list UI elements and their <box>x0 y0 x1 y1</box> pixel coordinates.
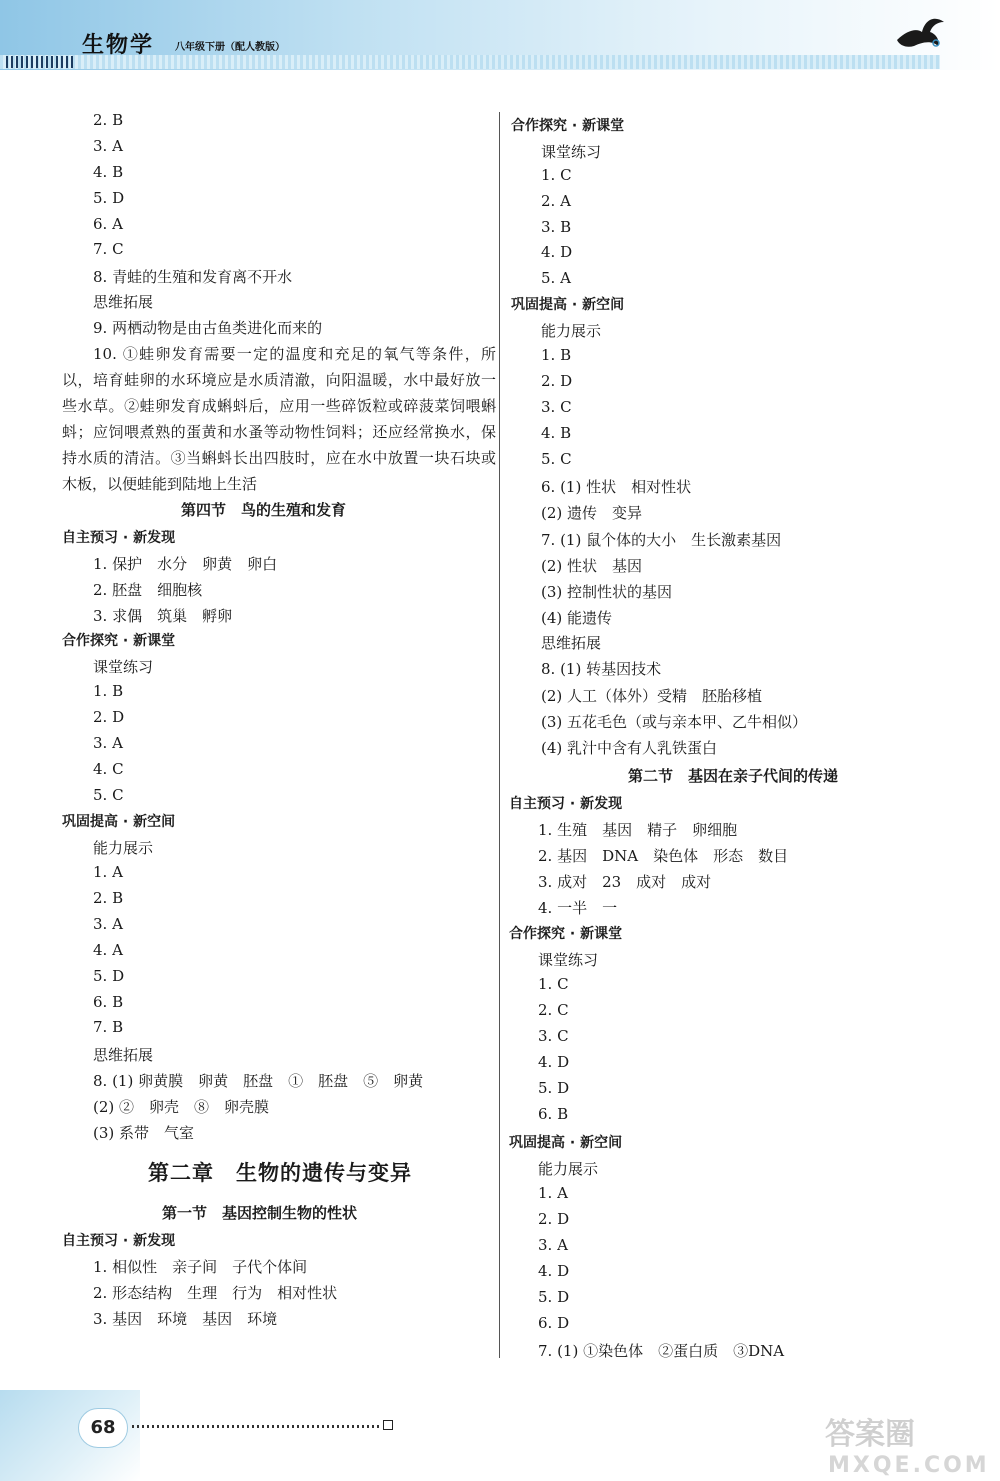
answer-line: 8. (1) 卵黄膜 卵黄 胚盘 ① 胚盘 ⑤ 卵黄 <box>93 1072 424 1090</box>
answer-line: 1. A <box>93 863 123 881</box>
answer-line: 1. 生殖 基因 精子 卵细胞 <box>538 821 738 839</box>
section-title: 第一节 基因控制生物的性状 <box>162 1204 358 1222</box>
answer-line: 8. (1) 转基因技术 <box>541 660 662 678</box>
subsection-label: 思维拓展 <box>541 634 602 652</box>
answer-paragraph: 10. ①蛙卵发育需要一定的温度和充足的氧气等条件，所以，培育蛙卵的水环境应是水质清澈，向阳温暖，水中最好放一些水草。②蛙卵发育成蝌蚪后，应用一些碎饭粒或碎菠菜饲喂蝌蚪；应饲喂煮熟的蛋黄和水蚤等动物性饲料；还应经常换水，保持水质的清洁。③当蝌蚪长出四肢时，应在水中放置一块石块或木板，以便蛙能到陆地上生活 <box>62 345 496 493</box>
answer-line: 4. 一半 一 <box>538 899 618 917</box>
answer-line: 5. D <box>538 1288 570 1306</box>
page-header <box>0 0 1000 70</box>
answer-line: (3) 五花毛色（或与亲本甲、乙牛相似） <box>541 713 808 731</box>
footer-square-icon <box>383 1420 393 1430</box>
answer-line: 5. C <box>93 786 124 804</box>
answer-line: 1. 保护 水分 卵黄 卵白 <box>93 555 278 573</box>
answer-line: 7. C <box>93 240 124 258</box>
section-heading: 自主预习 · 新发现 <box>62 530 176 546</box>
answer-line: 2. A <box>541 192 571 210</box>
answer-line: 5. C <box>541 450 572 468</box>
watermark-url: MXQE.COM <box>828 1453 990 1477</box>
answer-line: 1. C <box>538 975 569 993</box>
answer-line: 4. C <box>93 760 124 778</box>
book-subtitle: 八年级下册（配人教版） <box>175 42 285 53</box>
answer-line: 2. D <box>93 708 125 726</box>
answer-line: (4) 乳汁中含有人乳铁蛋白 <box>541 739 718 757</box>
answer-line: 7. (1) ①染色体 ②蛋白质 ③DNA <box>538 1342 785 1360</box>
answer-line: 6. (1) 性状 相对性状 <box>541 478 692 496</box>
answer-line: 2. B <box>93 111 124 129</box>
answer-line: 1. 相似性 亲子间 子代个体间 <box>93 1258 308 1276</box>
page-number: 68 <box>78 1408 128 1448</box>
answer-line: (2) 遗传 变异 <box>541 504 643 522</box>
answer-line: 3. 基因 环境 基因 环境 <box>93 1310 278 1328</box>
answer-line: 3. C <box>541 398 572 416</box>
footer-dotted-line <box>132 1425 382 1428</box>
subsection-label: 课堂练习 <box>541 143 602 161</box>
section-title: 第二节 基因在亲子代间的传递 <box>628 767 839 785</box>
answer-line: 6. B <box>538 1105 569 1123</box>
subsection-label: 能力展示 <box>538 1160 599 1178</box>
answer-line: 6. B <box>93 993 124 1011</box>
subsection-label: 思维拓展 <box>93 293 154 311</box>
section-heading: 巩固提高 · 新空间 <box>509 1135 623 1151</box>
answer-line: 9. 两栖动物是由古鱼类进化而来的 <box>93 319 323 337</box>
bird-logo-icon <box>892 10 947 55</box>
answer-line: 2. 基因 DNA 染色体 形态 数目 <box>538 847 789 865</box>
answer-line: 6. D <box>538 1314 570 1332</box>
answer-line: 4. D <box>541 243 573 261</box>
answer-line: 6. A <box>93 215 123 233</box>
subsection-label: 能力展示 <box>93 839 154 857</box>
answer-line: 8. 青蛙的生殖和发育离不开水 <box>93 268 293 286</box>
section-heading: 巩固提高 · 新空间 <box>511 297 625 313</box>
answer-line: 3. 求偶 筑巢 孵卵 <box>93 607 233 625</box>
section-heading: 自主预习 · 新发现 <box>62 1233 176 1249</box>
column-divider <box>499 112 500 1358</box>
answer-line: (3) 控制性状的基因 <box>541 583 673 601</box>
answer-line: 5. D <box>538 1079 570 1097</box>
section-heading: 巩固提高 · 新空间 <box>62 814 176 830</box>
book-title: 生物学 <box>82 33 155 58</box>
answer-line: 3. A <box>93 915 123 933</box>
subsection-label: 思维拓展 <box>93 1046 154 1064</box>
answer-line: 1. C <box>541 166 572 184</box>
answer-line: (4) 能遗传 <box>541 609 613 627</box>
answer-line: (2) 性状 基因 <box>541 557 643 575</box>
answer-line: 1. B <box>93 682 124 700</box>
answer-line: 4. A <box>93 941 123 959</box>
section-title: 第四节 鸟的生殖和发育 <box>181 501 347 519</box>
watermark-text: 答案圈 <box>825 1417 915 1452</box>
subsection-label: 能力展示 <box>541 322 602 340</box>
watermark-logo-icon <box>820 1412 990 1477</box>
answer-line: 5. D <box>93 967 125 985</box>
section-heading: 合作探究 · 新课堂 <box>511 118 625 134</box>
answer-line: 2. 胚盘 细胞核 <box>93 581 203 599</box>
answer-line: 3. B <box>541 218 572 236</box>
answer-line: 2. B <box>93 889 124 907</box>
subsection-label: 课堂练习 <box>538 951 599 969</box>
answer-line: 7. (1) 鼠个体的大小 生长激素基因 <box>541 531 782 549</box>
answer-line: 2. 形态结构 生理 行为 相对性状 <box>93 1284 338 1302</box>
answer-line: 1. A <box>538 1184 568 1202</box>
answer-line: 2. D <box>541 372 573 390</box>
answer-line: 4. D <box>538 1053 570 1071</box>
answer-line: 3. 成对 23 成对 成对 <box>538 873 712 891</box>
answer-line: 1. B <box>541 346 572 364</box>
answer-line: 3. A <box>93 734 123 752</box>
answer-line: 4. B <box>541 424 572 442</box>
answer-line: 2. D <box>538 1210 570 1228</box>
chapter-title: 第二章 生物的遗传与变异 <box>148 1161 412 1185</box>
section-heading: 合作探究 · 新课堂 <box>509 926 623 942</box>
answer-line: 4. B <box>93 163 124 181</box>
answer-line: 2. C <box>538 1001 569 1019</box>
section-heading: 合作探究 · 新课堂 <box>62 633 176 649</box>
header-barcode-pattern <box>6 56 76 68</box>
answer-line: (2) 人工（体外）受精 胚胎移植 <box>541 687 763 705</box>
section-heading: 自主预习 · 新发现 <box>509 796 623 812</box>
answer-line: 3. C <box>538 1027 569 1045</box>
answer-line: 3. A <box>93 137 123 155</box>
answer-line: 3. A <box>538 1236 568 1254</box>
answer-line: 5. A <box>541 269 571 287</box>
answer-line: (2) ② 卵壳 ⑧ 卵壳膜 <box>93 1098 270 1116</box>
answer-line: 5. D <box>93 189 125 207</box>
subsection-label: 课堂练习 <box>93 658 154 676</box>
answer-line: 7. B <box>93 1018 124 1036</box>
answer-line: 4. D <box>538 1262 570 1280</box>
answer-line: (3) 系带 气室 <box>93 1124 195 1142</box>
